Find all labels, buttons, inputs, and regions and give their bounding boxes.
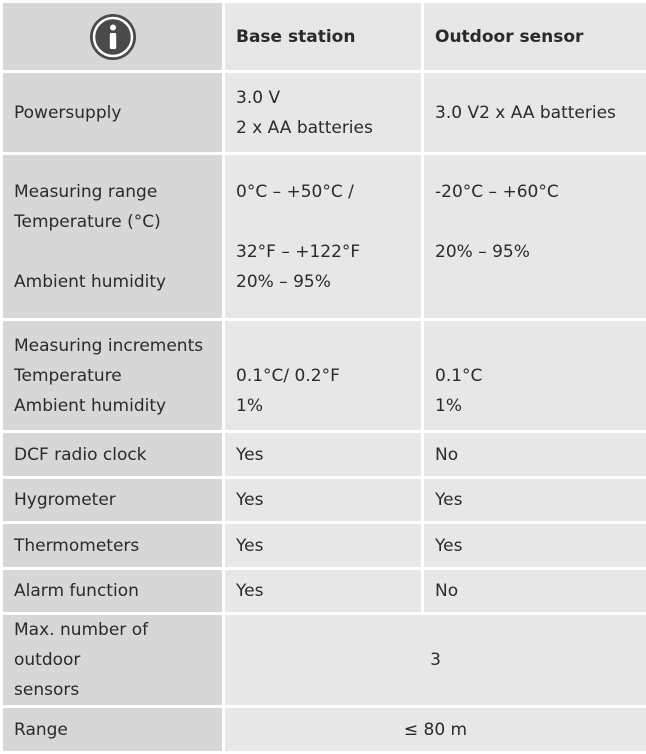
row-label: [2, 154, 224, 320]
info-icon: [88, 12, 138, 62]
outdoor-sensor-value: No: [423, 432, 646, 478]
value-line: 1%: [435, 391, 635, 421]
info-icon-cell: [2, 2, 224, 72]
label-line: Temperature (°C): [14, 207, 211, 237]
base-station-value: Yes: [224, 478, 423, 523]
value-line: 1%: [236, 391, 410, 421]
value-line: 20% – 95%: [435, 237, 635, 267]
outdoor-sensor-value: [423, 320, 646, 432]
table-row-alarm-function: [2, 569, 646, 614]
base-station-value: Yes: [224, 569, 423, 614]
table-row-dcf-radio-clock: [2, 432, 646, 478]
table-row-powersupply: [2, 72, 646, 154]
header-row: [2, 2, 646, 72]
table-row-measuring-increments: [2, 320, 646, 432]
row-label: Range: [2, 707, 224, 753]
outdoor-sensor-value: Yes: [423, 523, 646, 569]
outdoor-sensor-value: No: [423, 569, 646, 614]
table-row-measuring-range: [2, 154, 646, 320]
column-header-base-station: Base station: [224, 2, 423, 72]
base-station-value: [224, 320, 423, 432]
row-label: Hygrometer: [2, 478, 224, 523]
label-line: Measuring increments: [14, 331, 211, 361]
table-row-thermometers: [2, 523, 646, 569]
label-line: Max. number of outdoor: [14, 615, 211, 675]
row-label: Powersupply: [2, 72, 224, 154]
value-line: 0°C – +50°C /: [236, 177, 410, 207]
base-station-value: [224, 72, 423, 154]
label-line: Measuring range: [14, 177, 211, 207]
column-header-outdoor-sensor: Outdoor sensor: [423, 2, 646, 72]
outdoor-sensor-value: [423, 154, 646, 320]
value-line: 0.1°C/ 0.2°F: [236, 361, 410, 391]
base-station-value: Yes: [224, 432, 423, 478]
label-line: sensors: [14, 675, 211, 705]
value-line: 32°F – +122°F: [236, 237, 410, 267]
shared-value: ≤ 80 m: [224, 707, 646, 753]
table-row-range: [2, 707, 646, 753]
table-row-hygrometer: [2, 478, 646, 523]
base-station-value: [224, 154, 423, 320]
row-label: [2, 320, 224, 432]
value-line: 20% – 95%: [236, 267, 410, 297]
row-label: DCF radio clock: [2, 432, 224, 478]
shared-value: 3: [224, 614, 646, 707]
value-line: 3.0 V: [236, 83, 410, 113]
row-label: [2, 614, 224, 707]
outdoor-sensor-value: 3.0 V2 x AA batteries: [423, 72, 646, 154]
table-row-max-outdoor-sensors: [2, 614, 646, 707]
outdoor-sensor-value: Yes: [423, 478, 646, 523]
value-line: -20°C – +60°C: [435, 177, 635, 207]
value-line: 2 x AA batteries: [236, 113, 410, 143]
base-station-value: Yes: [224, 523, 423, 569]
row-label: Alarm function: [2, 569, 224, 614]
label-line: Temperature: [14, 361, 211, 391]
value-line: 0.1°C: [435, 361, 635, 391]
label-line: Ambient humidity: [14, 391, 211, 421]
row-label: Thermometers: [2, 523, 224, 569]
label-line: Ambient humidity: [14, 267, 211, 297]
